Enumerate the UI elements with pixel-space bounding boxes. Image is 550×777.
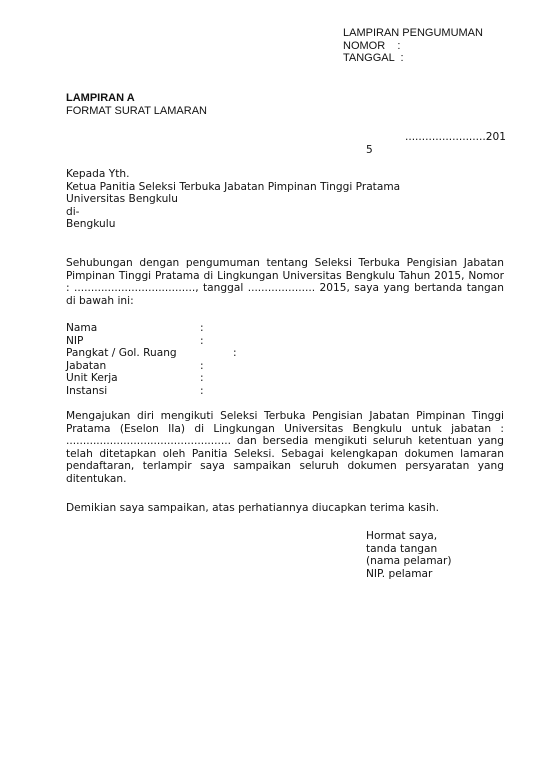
recipient-city: Bengkulu <box>66 218 116 231</box>
field-row-nip <box>66 335 504 348</box>
signature-block <box>366 530 452 580</box>
field-colon: : <box>200 372 204 385</box>
field-label: Instansi <box>66 384 108 397</box>
application-paragraph: Mengajukan diri mengikuti Seleksi Terbuka Pengisian Jabatan Pimpinan Tinggi Pratama (Eselon IIa) di Lingkungan Universitas Bengkulu untuk jabatan : ................................................. dan bersedia mengikuti seluruh ketentuan yang telah ditetapkan oleh Panitia Seleksi. Sebagai kelengkapan dokumen lamaran pendaftaran, terlampir saya sampaikan seluruh dokumen persyaratan yang ditentukan. <box>66 410 504 485</box>
field-label: Unit Kerja <box>66 372 118 385</box>
closing-paragraph: Demikian saya sampaikan, atas perhatiannya diucapkan terima kasih. <box>66 502 439 514</box>
recipient-di: di- <box>66 205 80 218</box>
field-row-jabatan <box>66 360 504 373</box>
applicant-fields <box>66 322 504 398</box>
field-label: Pangkat / Gol. Ruang <box>66 347 177 360</box>
field-row-pangkat <box>66 347 504 360</box>
field-colon: : <box>200 384 204 397</box>
field-row-unit-kerja <box>66 372 504 385</box>
opening-paragraph: Sehubungan dengan pengumuman tentang Seleksi Terbuka Pengisian Jabatan Pimpinan Tinggi Pratama di Lingkungan Universitas Bengkulu Tahun 2015, Nomor : ...................................., tanggal .................... 2015, saya yang bertanda tangan di bawah ini: <box>66 257 504 307</box>
field-colon: : <box>200 359 204 372</box>
attachment-title: LAMPIRAN A <box>66 92 135 104</box>
field-colon: : <box>200 334 204 347</box>
field-label: Nama <box>66 322 98 334</box>
recipient-salutation: Kepada Yth. <box>66 168 130 180</box>
field-label: NIP <box>66 334 84 347</box>
header-line-announcement: LAMPIRAN PENGUMUMAN <box>343 27 483 39</box>
field-label: Jabatan <box>66 359 107 372</box>
attachment-header <box>343 27 483 65</box>
signature-name: (nama pelamar) <box>366 555 452 568</box>
attachment-subtitle: FORMAT SURAT LAMARAN <box>66 104 207 117</box>
field-row-nama <box>66 322 504 335</box>
signature-greeting: Hormat saya, <box>366 530 438 542</box>
letter-date <box>366 131 506 156</box>
attachment-title-block <box>66 92 504 117</box>
recipient-block <box>66 168 504 231</box>
recipient-name: Ketua Panitia Seleksi Terbuka Jabatan Pimpinan Tinggi Pratama <box>66 180 401 193</box>
field-colon: : <box>200 322 204 334</box>
recipient-institution: Universitas Bengkulu <box>66 193 178 206</box>
field-row-instansi <box>66 385 504 398</box>
signature-nip: NIP. pelamar <box>366 567 433 580</box>
field-colon: : <box>233 347 237 360</box>
letter-date-line-1: ........................201 <box>404 131 506 143</box>
letter-date-line-2: 5 <box>366 143 373 156</box>
header-line-date: TANGGAL : <box>343 52 404 64</box>
header-line-number: NOMOR : <box>343 39 401 52</box>
signature-placeholder: tanda tangan <box>366 542 438 555</box>
